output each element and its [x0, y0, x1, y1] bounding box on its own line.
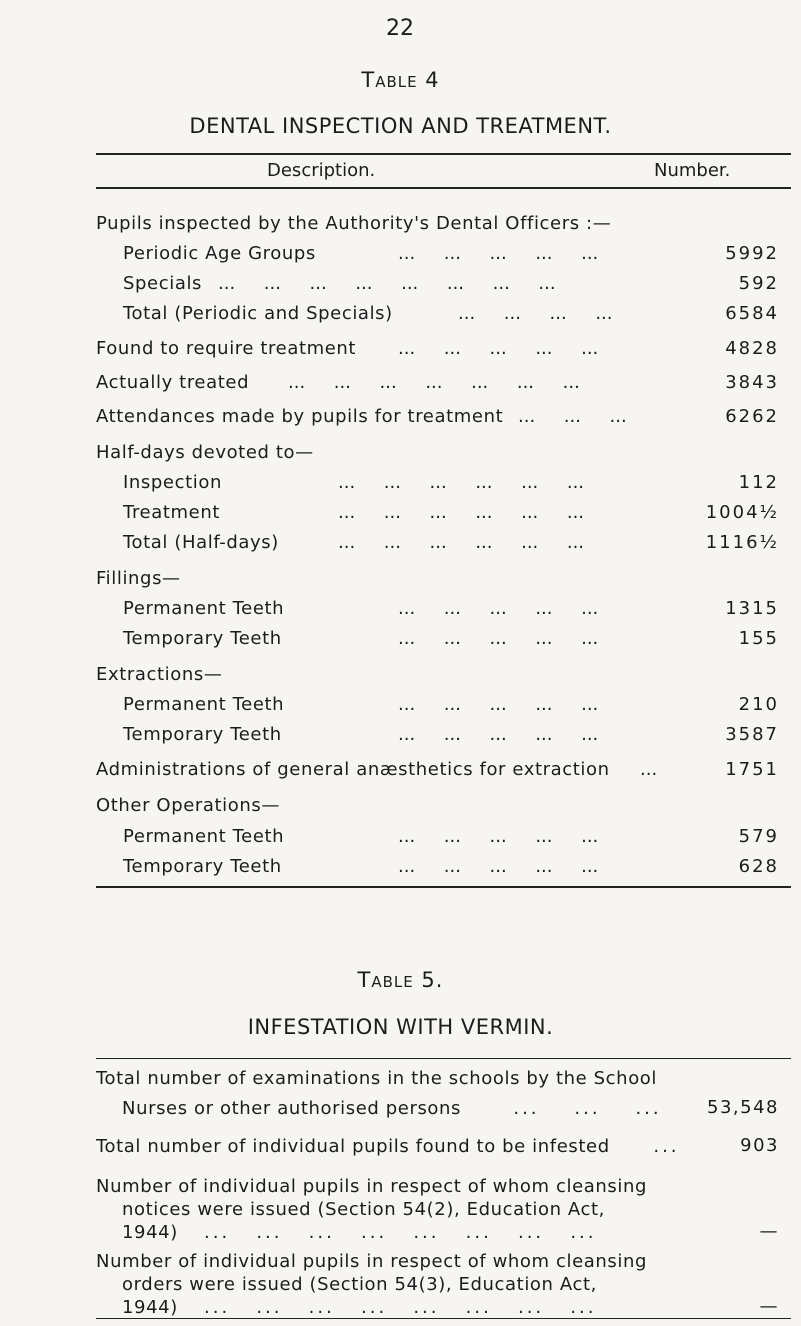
table5-bottom-rule [96, 1318, 791, 1319]
row-label: Temporary Teeth [123, 724, 282, 745]
leader-dots: ... ... ... ... ... [398, 856, 599, 877]
leader-dots: ... ... ... ... ... ... [338, 472, 585, 493]
row-label: Periodic Age Groups [123, 243, 316, 264]
para-line: 1944) [122, 1222, 178, 1243]
leader-dots: ... ... ... [518, 406, 627, 427]
table5-title: Table 5. [357, 968, 444, 992]
table5-notices-value: — [759, 1221, 779, 1242]
row-value: 6262 [725, 406, 779, 427]
row-label: Actually treated [96, 372, 250, 393]
table4-title: Table 4 [361, 68, 440, 92]
row-label: Administrations of general anæsthetics for extraction [96, 759, 610, 780]
table4-bottom-rule [96, 886, 791, 888]
leader-dots: ... ... ... ... ... ... ... ... [177, 1297, 597, 1318]
table4-row-heading-extractions [0, 664, 801, 694]
leader-dots: ... [640, 759, 658, 780]
row-value: 3843 [725, 372, 779, 393]
para-line: Number of individual pupils in respect of whom cleansing [96, 1176, 647, 1197]
table5-examinations-value: 53,548 [707, 1097, 779, 1118]
para-line: 1944) [122, 1297, 178, 1318]
row-label: Other Operations— [96, 795, 280, 816]
row-label: Inspection [123, 472, 222, 493]
row-value: 628 [738, 856, 779, 877]
table4-row-heading-pupils [0, 213, 801, 243]
leader-dots: ... ... ... ... ... ... ... ... [177, 1222, 597, 1243]
row-value: 5992 [725, 243, 779, 264]
leader-dots: ... ... ... ... ... [398, 598, 599, 619]
leader-dots: ... ... ... ... ... [398, 628, 599, 649]
row-label: Total (Periodic and Specials) [123, 303, 393, 324]
leader-dots: ... [609, 1136, 680, 1157]
row-label: Specials [123, 273, 203, 294]
leader-dots: ... ... ... ... ... [398, 826, 599, 847]
table5-top-rule [96, 1058, 791, 1059]
table5-infested [96, 1135, 706, 1158]
row-label: Attendances made by pupils for treatment [96, 406, 504, 427]
table4-row-fillings-permanent [0, 598, 801, 628]
leader-dots: ... ... ... ... ... ... [338, 502, 585, 523]
table5-orders [96, 1250, 706, 1319]
row-value: 1315 [725, 598, 779, 619]
leader-dots: ... ... ... [461, 1098, 662, 1119]
table4-row-other-permanent [0, 826, 801, 856]
table4-col-description: Description. [267, 160, 376, 181]
para-line: notices were issued (Section 54(2), Education Act, [122, 1199, 606, 1220]
para-line: Number of individual pupils in respect of whom cleansing [96, 1251, 647, 1272]
row-label: Extractions— [96, 664, 223, 685]
row-value: 6584 [725, 303, 779, 324]
row-value: 3587 [725, 724, 779, 745]
table5-orders-value: — [759, 1296, 779, 1317]
table4-row-heading-fillings [0, 568, 801, 598]
row-label: Fillings— [96, 568, 181, 589]
table4-row-heading-other [0, 795, 801, 825]
table4-row-found [0, 338, 801, 368]
table4-row-treated [0, 372, 801, 402]
row-value: 4828 [725, 338, 779, 359]
table4-row-other-temporary [0, 856, 801, 886]
row-value: 1116½ [705, 532, 779, 553]
table4-top-rule [96, 153, 791, 155]
leader-dots: ... ... ... ... ... [398, 724, 599, 745]
row-label: Permanent Teeth [123, 694, 285, 715]
row-label: Pupils inspected by the Authority's Dental Officers :— [96, 213, 612, 234]
para-line: Total number of examinations in the schools by the School [96, 1068, 658, 1089]
table5-infested-value: 903 [740, 1135, 779, 1156]
leader-dots: ... ... ... ... ... [398, 694, 599, 715]
leader-dots: ... ... ... ... ... ... [338, 532, 585, 553]
leader-dots: ... ... ... ... ... [398, 338, 599, 359]
table4-subtitle: DENTAL INSPECTION AND TREATMENT. [189, 114, 612, 138]
leader-dots: ... ... ... ... [458, 303, 613, 324]
table4-row-anaesthetics [0, 759, 801, 789]
para-line: Nurses or other authorised persons [122, 1098, 462, 1119]
leader-dots: ... ... ... ... ... [398, 243, 599, 264]
row-value: 1004½ [705, 502, 779, 523]
row-label: Temporary Teeth [123, 856, 282, 877]
row-value: 210 [738, 694, 779, 715]
row-label: Found to require treatment [96, 338, 357, 359]
table4-row-specials [0, 273, 801, 303]
table5-notices [96, 1175, 706, 1244]
table4-row-attendances [0, 406, 801, 436]
table5-subtitle: INFESTATION WITH VERMIN. [247, 1015, 554, 1039]
table4-row-total-halfdays [0, 532, 801, 562]
row-value: 579 [738, 826, 779, 847]
row-label: Temporary Teeth [123, 628, 282, 649]
row-value: 592 [738, 273, 779, 294]
table4-row-heading-halfdays [0, 442, 801, 472]
table4-row-periodic [0, 243, 801, 273]
table4-header-rule [96, 187, 791, 189]
row-value: 1751 [725, 759, 779, 780]
row-value: 155 [738, 628, 779, 649]
row-label: Permanent Teeth [123, 826, 285, 847]
table5-examinations [96, 1067, 706, 1120]
table4-row-inspection [0, 472, 801, 502]
table4-row-fillings-temporary [0, 628, 801, 658]
leader-dots: ... ... ... ... ... ... ... ... [218, 273, 556, 294]
para-line: Total number of individual pupils found to be infested [96, 1136, 610, 1157]
row-label: Treatment [123, 502, 220, 523]
table4-row-treatment [0, 502, 801, 532]
page-number: 22 [386, 16, 414, 41]
table4-row-extractions-permanent [0, 694, 801, 724]
row-label: Total (Half-days) [123, 532, 279, 553]
para-line: orders were issued (Section 54(3), Education Act, [122, 1274, 597, 1295]
row-label: Permanent Teeth [123, 598, 285, 619]
row-value: 112 [738, 472, 779, 493]
table4-row-extractions-temporary [0, 724, 801, 754]
table4-col-number: Number. [654, 160, 731, 181]
leader-dots: ... ... ... ... ... ... ... [288, 372, 580, 393]
row-label: Half-days devoted to— [96, 442, 314, 463]
table4-row-total-periodic-specials [0, 303, 801, 333]
